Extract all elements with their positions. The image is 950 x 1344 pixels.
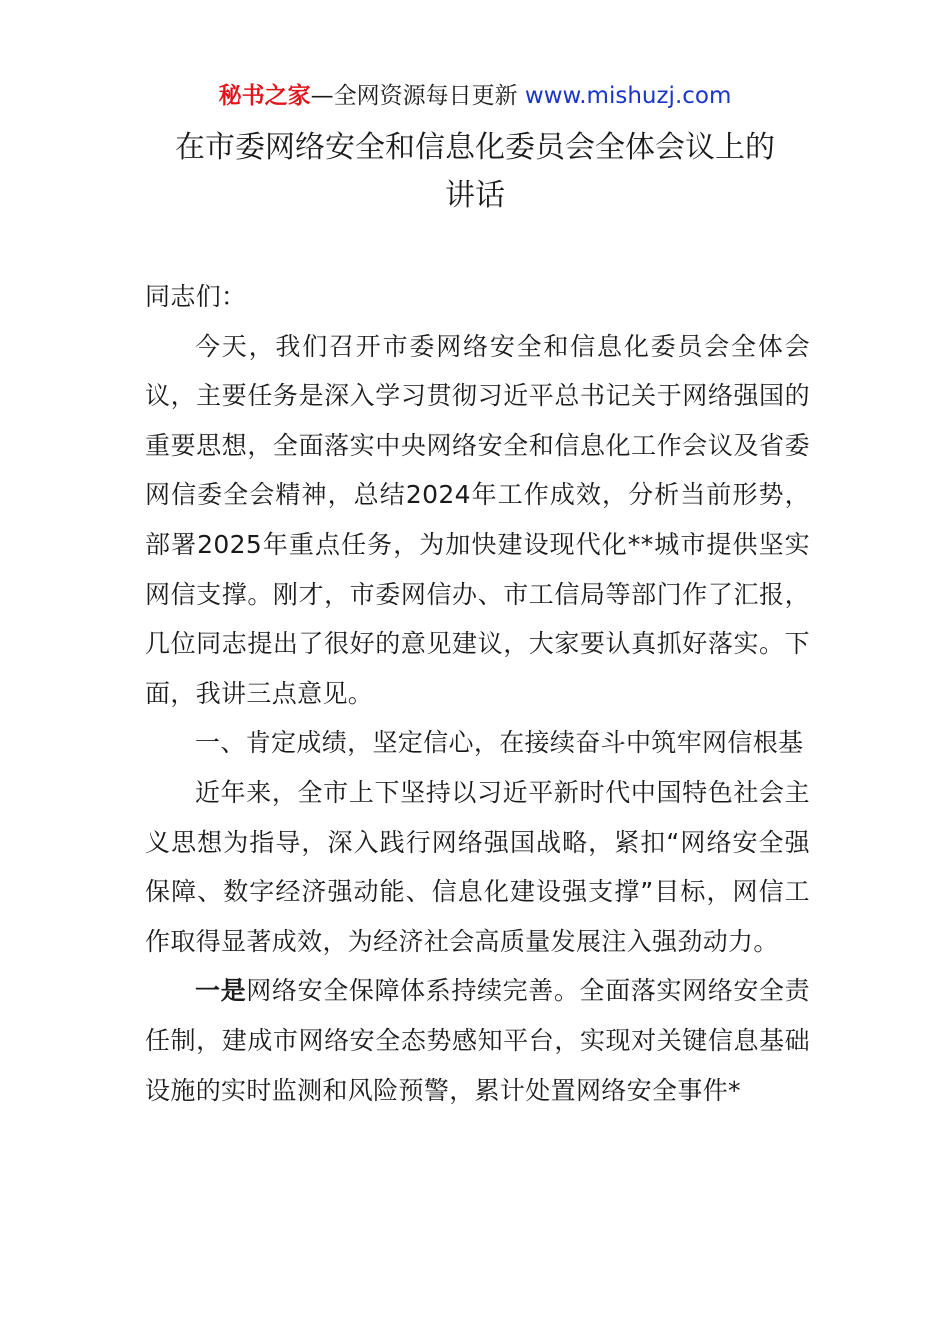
paragraph-point-1	[145, 966, 810, 1115]
title-line-1: 在市委网络安全和信息化委员会全体会议上的	[175, 130, 775, 165]
header-tagline: —全网资源每日更新	[310, 83, 525, 109]
point-lead: 一是	[195, 976, 247, 1006]
title-line-2: 讲话	[445, 178, 505, 213]
site-header	[0, 80, 950, 112]
document-body	[145, 272, 810, 1115]
brand-name: 秘书之家	[218, 83, 311, 109]
point-text: 网络安全保障体系持续完善。全面落实网络安全责任制，建成市网络安全态势感知平台，实现对关键信息基础设施的实时监测和风险预警，累计处置网络安全事件*	[145, 976, 811, 1105]
paragraph-intro: 今天，我们召开市委网络安全和信息化委员会全体会议，主要任务是深入学习贯彻习近平总书记关于网络强国的重要思想，全面落实中央网络安全和信息化工作会议及省委网信委全会精神，总结2024年工作成效，分析当前形势，部署2025年重点任务，为加快建设现代化**城市提供坚实网信支撑。刚才，市委网信办、市工信局等部门作了汇报，几位同志提出了很好的意见建议，大家要认真抓好落实。下面，我讲三点意见。	[145, 331, 810, 708]
section-heading-1: 一、肯定成绩，坚定信心，在接续奋斗中筑牢网信根基	[195, 728, 804, 758]
paragraph-achievements: 近年来，全市上下坚持以习近平新时代中国特色社会主义思想为指导，深入践行网络强国战略，紧扣“网络安全强保障、数字经济强动能、信息化建设强支撑”目标，网信工作取得显著成效，为经济社会高质量发展注入强劲动力。	[145, 777, 810, 956]
salutation: 同志们：	[145, 282, 247, 311]
document-title	[100, 124, 850, 220]
site-url-link[interactable]: www.mishuzj.com	[524, 83, 732, 109]
